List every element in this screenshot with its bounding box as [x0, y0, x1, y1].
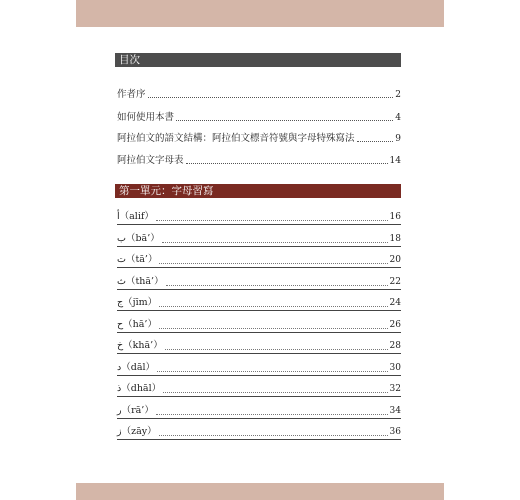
leader-dots — [157, 371, 388, 372]
letter-entry[interactable] — [117, 295, 401, 309]
toc-entry-alphabet[interactable] — [117, 153, 401, 167]
toc-entry-label: 如何使用本書 — [117, 112, 175, 123]
letter-label: ز（zāy） — [117, 426, 157, 437]
letter-page: 24 — [389, 298, 401, 308]
row-underline — [117, 289, 401, 290]
letter-page: 34 — [389, 406, 401, 416]
row-underline — [117, 396, 401, 397]
row-underline — [117, 310, 401, 311]
leader-dots — [357, 141, 394, 142]
toc-entry-page: 2 — [395, 90, 401, 100]
leader-dots — [159, 306, 387, 307]
leader-dots — [186, 163, 388, 164]
letter-entry[interactable] — [117, 252, 401, 266]
unit-heading: 第一單元：字母習寫 — [115, 184, 401, 198]
row-underline — [117, 418, 401, 419]
row-underline — [117, 375, 401, 376]
leader-dots — [166, 285, 388, 286]
letter-label: د（dāl） — [117, 362, 156, 373]
letter-entry[interactable] — [117, 274, 401, 288]
leader-dots — [159, 263, 387, 264]
toc-entry-preface[interactable] — [117, 87, 401, 101]
row-underline — [117, 246, 401, 247]
leader-dots — [176, 120, 393, 121]
letter-entry[interactable] — [117, 231, 401, 245]
toc-heading: 目次 — [115, 53, 401, 67]
letter-page: 26 — [389, 320, 401, 330]
letter-page: 30 — [389, 363, 401, 373]
letter-page: 22 — [389, 277, 401, 287]
letter-label: أ（alif） — [117, 211, 154, 222]
leader-dots — [148, 97, 394, 98]
row-underline — [117, 224, 401, 225]
row-underline — [117, 267, 401, 268]
letter-page: 28 — [389, 341, 401, 351]
toc-entry-structure[interactable] — [117, 131, 401, 145]
letter-label: ر（rā’） — [117, 405, 154, 416]
leader-dots — [162, 242, 388, 243]
row-underline — [117, 332, 401, 333]
row-underline — [117, 353, 401, 354]
letter-label: ب（bā’） — [117, 233, 160, 244]
leader-dots — [156, 414, 388, 415]
leader-dots — [156, 220, 388, 221]
letter-entry[interactable] — [117, 209, 401, 223]
top-decorative-band — [76, 0, 444, 27]
letter-entry[interactable] — [117, 317, 401, 331]
letter-label: ح（hā’） — [117, 319, 157, 330]
toc-entry-label: 阿拉伯文的語文結構：阿拉伯文標音符號與字母特殊寫法 — [117, 133, 355, 144]
letter-page: 36 — [389, 427, 401, 437]
letter-page: 32 — [389, 384, 401, 394]
letter-label: خ（khā’） — [117, 340, 163, 351]
toc-entry-how-to-use[interactable] — [117, 110, 401, 124]
letter-entry[interactable] — [117, 424, 401, 438]
letter-entry[interactable] — [117, 381, 401, 395]
leader-dots — [165, 349, 388, 350]
leader-dots — [159, 328, 388, 329]
letter-page: 16 — [389, 212, 401, 222]
leader-dots — [159, 435, 388, 436]
letter-label: ذ（dhāl） — [117, 383, 162, 394]
leader-dots — [163, 392, 387, 393]
toc-entry-page: 4 — [395, 113, 401, 123]
letter-label: ت（tā’） — [117, 254, 158, 265]
letter-label: ج（jīm） — [117, 297, 158, 308]
toc-entry-label: 阿拉伯文字母表 — [117, 155, 184, 166]
toc-entry-label: 作者序 — [117, 89, 146, 100]
toc-entry-page: 14 — [389, 156, 401, 166]
letter-entry[interactable] — [117, 403, 401, 417]
toc-entry-page: 9 — [395, 134, 401, 144]
letter-page: 20 — [389, 255, 401, 265]
row-underline — [117, 439, 401, 440]
bottom-decorative-band — [76, 483, 444, 500]
letter-entry[interactable] — [117, 338, 401, 352]
letter-page: 18 — [389, 234, 401, 244]
letter-entry[interactable] — [117, 360, 401, 374]
letter-label: ث（thā’） — [117, 276, 164, 287]
